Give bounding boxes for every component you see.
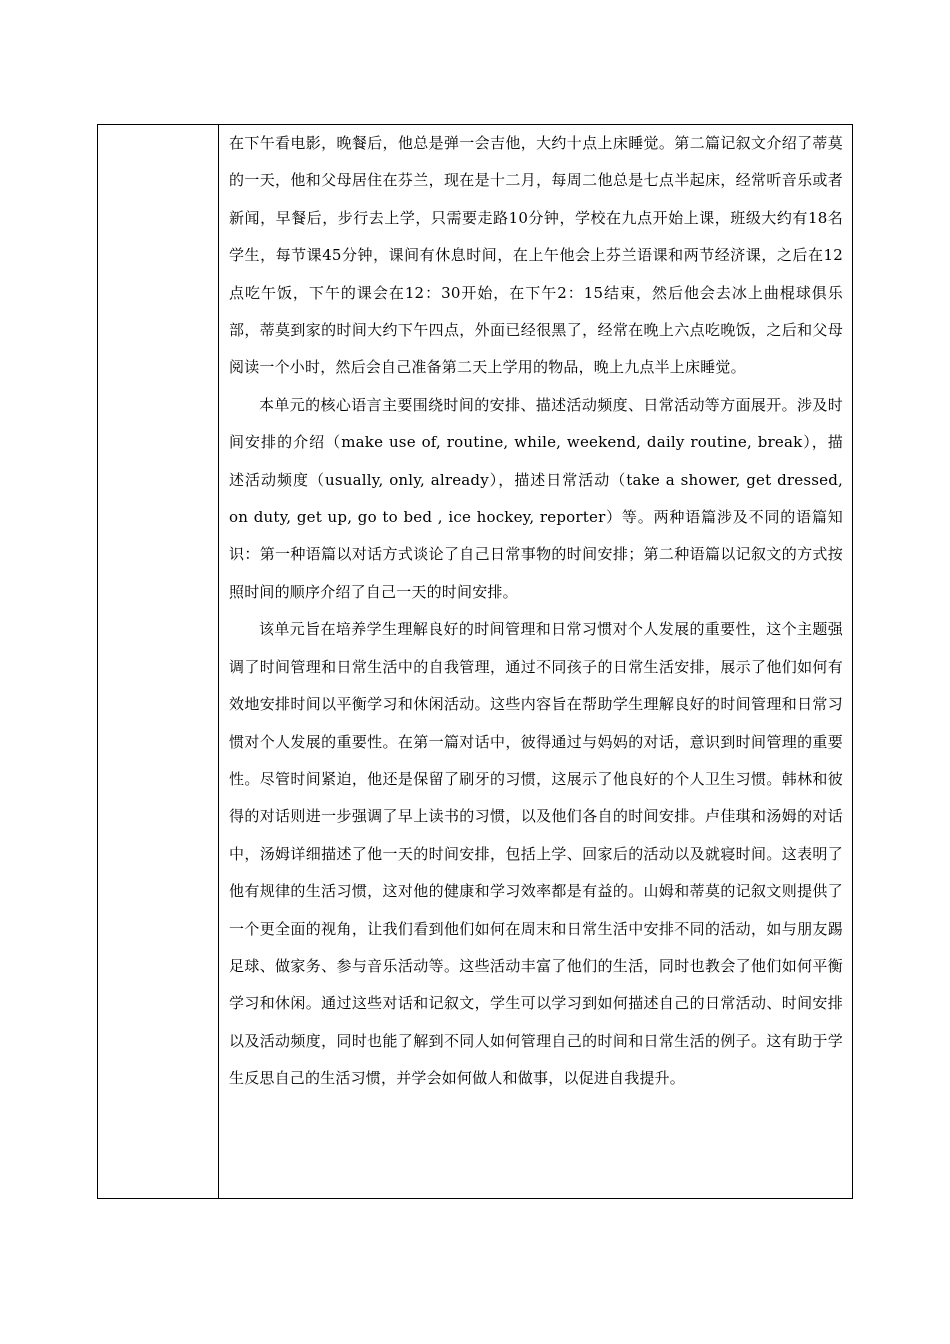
paragraph-timo-narrative: 在下午看电影，晚餐后，他总是弹一会吉他，大约十点上床睡觉。第二篇记叙文介绍了蒂莫的一天，他和父母居住在芬兰，现在是十二月，每周二他总是七点半起床，经常听音乐或者新闻，早餐后，步行去上学，只需要走路10分钟，学校在九点开始上课，班级大约有18名学生，每节课45分钟，课间有休息时间，在上午他会上芬兰语课和两节经济课，之后在12点吃午饭，下午的课会在12：30开始，在下午2：15结束，然后他会去冰上曲棍球俱乐部，蒂莫到家的时间大约下午四点，外面已经很黑了，经常在晚上六点吃晚饭，之后和父母阅读一个小时，然后会自己准备第二天上学用的物品，晚上九点半上床睡觉。 bbox=[229, 134, 843, 377]
content-table bbox=[97, 124, 853, 1199]
table-left-cell bbox=[98, 125, 219, 1198]
paragraph-unit-goal: 该单元旨在培养学生理解良好的时间管理和日常习惯对个人发展的重要性，这个主题强调了时间管理和日常生活中的自我管理，通过不同孩子的日常生活安排，展示了他们如何有效地安排时间以平衡学习和休闲活动。这些内容旨在帮助学生理解良好的时间管理和日常习惯对个人发展的重要性。在第一篇对话中，彼得通过与妈妈的对话，意识到时间管理的重要性。尽管时间紧迫，他还是保留了刷牙的习惯，这展示了他良好的个人卫生习惯。韩林和彼得的对话则进一步强调了早上读书的习惯，以及他们各自的时间安排。卢佳琪和汤姆的对话中，汤姆详细描述了他一天的时间安排，包括上学、回家后的活动以及就寝时间。这表明了他有规律的生活习惯，这对他的健康和学习效率都是有益的。山姆和蒂莫的记叙文则提供了一个更全面的视角，让我们看到他们如何在周末和日常生活中安排不同的活动，如与朋友踢足球、做家务、参与音乐活动等。这些活动丰富了他们的生活，同时也教会了他们如何平衡学习和休闲。通过这些对话和记叙文，学生可以学习到如何描述自己的日常活动、时间安排以及活动频度，同时也能了解到不同人如何管理自己的时间和日常生活的例子。这有助于学生反思自己的生活习惯，并学会如何做人和做事，以促进自我提升。 bbox=[229, 620, 843, 1088]
paragraph-core-language: 本单元的核心语言主要围绕时间的安排、描述活动频度、日常活动等方面展开。涉及时间安排的介绍（make use of, routine, while, weekend, daily routine, break），描述活动频度（usually, only, already），描述日常活动（take a shower, get dressed, on duty, get up, go to bed , ice hockey, reporter）等。两种语篇涉及不同的语篇知识：第一种语篇以对话方式谈论了自己日常事物的时间安排；第二种语篇以记叙文的方式按照时间的顺序介绍了自己一天的时间安排。 bbox=[229, 395, 843, 601]
table-right-cell bbox=[219, 125, 852, 1198]
